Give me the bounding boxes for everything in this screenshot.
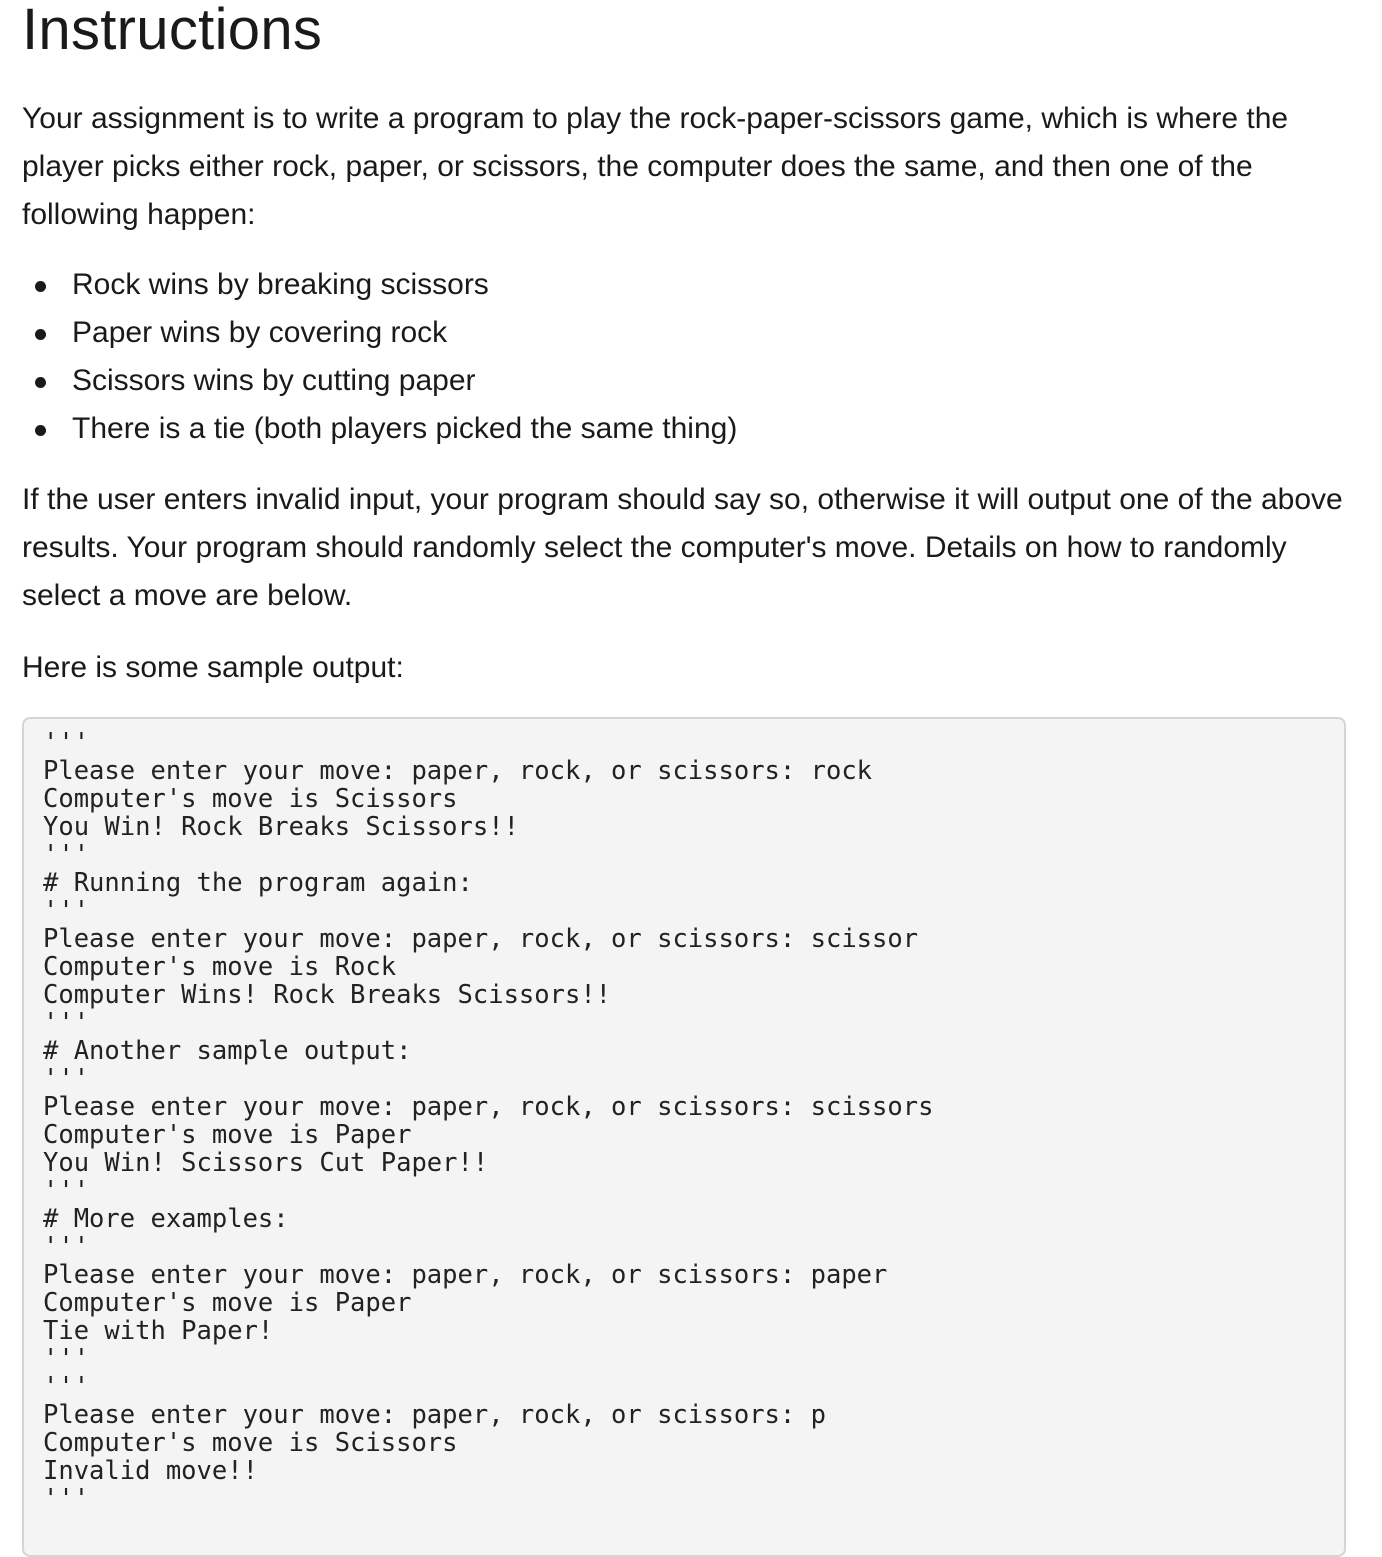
- sample-output-code-block: [22, 717, 1346, 1557]
- bullet-icon: [35, 425, 46, 436]
- code-line: ''': [43, 840, 90, 870]
- code-line: ''': [43, 1008, 90, 1038]
- code-text: [24, 719, 1344, 1513]
- code-line: Invalid move!!: [43, 1456, 258, 1486]
- code-line: ''': [43, 1176, 90, 1206]
- invalid-input-paragraph: If the user enters invalid input, your program should say so, otherwise it will output one of the above results. Your program should randomly select the computer's move. Details on how to randomly select a move are below.: [22, 483, 1343, 612]
- code-line: Computer's move is Rock: [43, 952, 397, 982]
- code-line: Computer's move is Scissors: [43, 784, 458, 814]
- code-line: ''': [43, 728, 90, 758]
- rule-text: There is a tie (both players picked the same thing): [72, 412, 738, 445]
- code-line: ''': [43, 1064, 90, 1094]
- page-title: Instructions: [22, 0, 323, 62]
- rule-text: Scissors wins by cutting paper: [72, 364, 476, 397]
- code-line: ''': [43, 1232, 90, 1262]
- list-item: [22, 309, 1352, 357]
- code-line: You Win! Rock Breaks Scissors!!: [43, 812, 519, 842]
- bullet-icon: [35, 329, 46, 340]
- code-line: Tie with Paper!: [43, 1316, 274, 1346]
- sample-output-label: Here is some sample output:: [22, 651, 404, 684]
- code-line: Please enter your move: paper, rock, or scissors: paper: [43, 1260, 888, 1290]
- instructions-page: [22, 0, 1352, 692]
- code-line: # Another sample output:: [43, 1036, 412, 1066]
- rule-text: Rock wins by breaking scissors: [72, 268, 489, 301]
- bullet-icon: [35, 281, 46, 292]
- rules-list: [22, 261, 1352, 453]
- bullet-icon: [35, 377, 46, 388]
- code-line: ''': [43, 1372, 90, 1402]
- code-line: Computer's move is Scissors: [43, 1428, 458, 1458]
- code-line: Computer's move is Paper: [43, 1120, 412, 1150]
- code-line: # More examples:: [43, 1204, 289, 1234]
- code-line: Please enter your move: paper, rock, or scissors: p: [43, 1400, 826, 1430]
- code-line: # Running the program again:: [43, 868, 473, 898]
- code-line: Please enter your move: paper, rock, or scissors: rock: [43, 756, 873, 786]
- list-item: [22, 261, 1352, 309]
- code-line: Computer Wins! Rock Breaks Scissors!!: [43, 980, 612, 1010]
- intro-paragraph: Your assignment is to write a program to play the rock-paper-scissors game, which is where the player picks either rock, paper, or scissors, the computer does the same, and then one of the following happen:: [22, 102, 1289, 231]
- code-line: Computer's move is Paper: [43, 1288, 412, 1318]
- code-line: ''': [43, 1484, 90, 1514]
- code-line: ''': [43, 896, 90, 926]
- code-line: ''': [43, 1344, 90, 1374]
- list-item: [22, 357, 1352, 405]
- code-line: You Win! Scissors Cut Paper!!: [43, 1148, 489, 1178]
- code-line: Please enter your move: paper, rock, or scissors: scissor: [43, 924, 919, 954]
- rule-text: Paper wins by covering rock: [72, 316, 448, 349]
- list-item: [22, 405, 1352, 453]
- code-line: Please enter your move: paper, rock, or scissors: scissors: [43, 1092, 934, 1122]
